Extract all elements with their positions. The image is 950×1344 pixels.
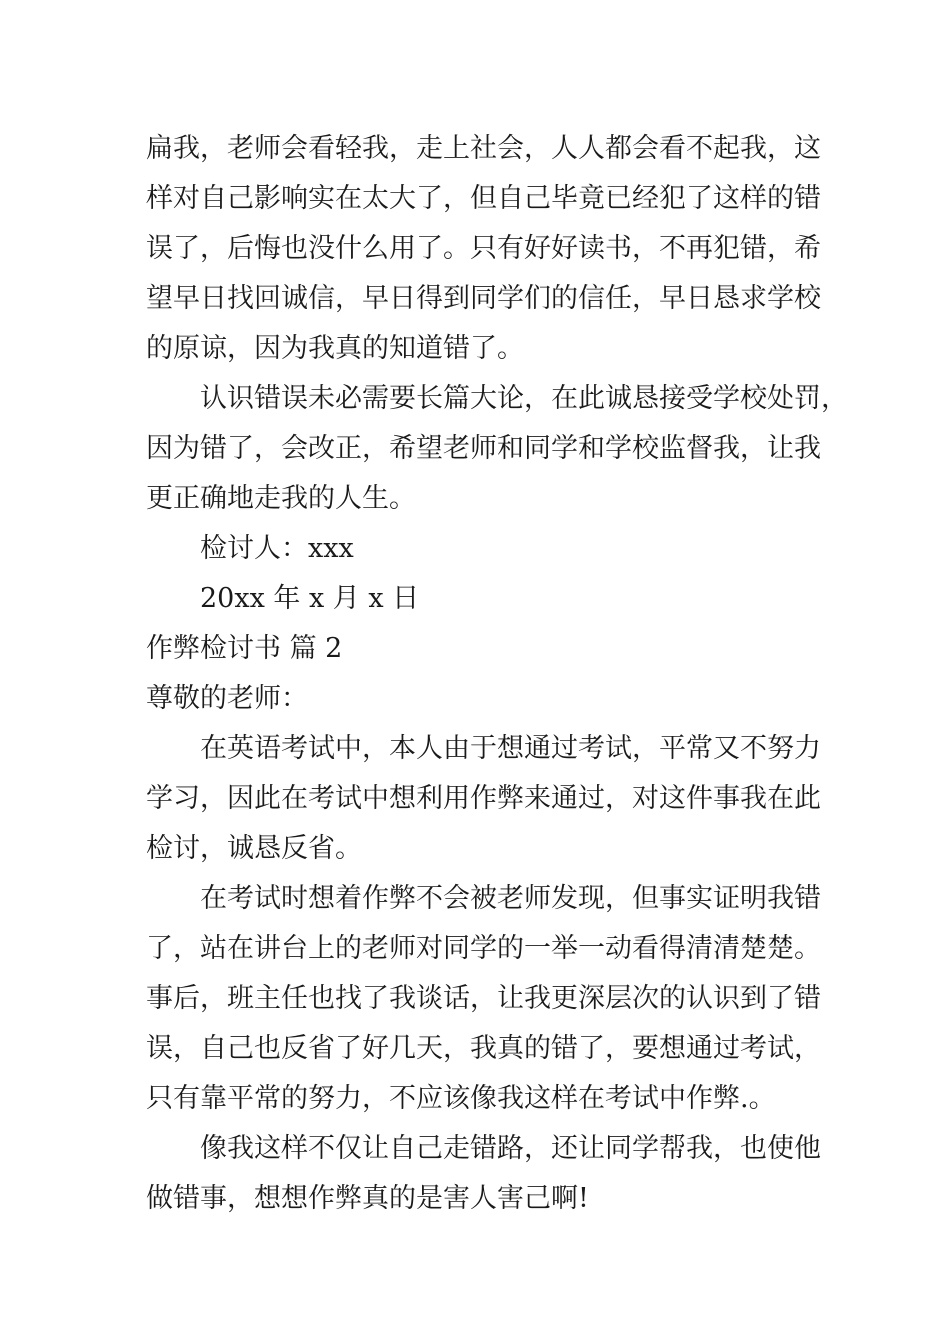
text-line: 在考试时想着作弊不会被老师发现，但事实证明我错 (200, 883, 821, 914)
text-line: 的原谅，因为我真的知道错了。 (146, 333, 524, 364)
text-line: 在英语考试中，本人由于想通过考试，平常又不努力 (200, 733, 821, 764)
text-line: 事后，班主任也找了我谈话，让我更深层次的认识到了错 (146, 983, 821, 1014)
text-line: 误了，后悔也没什么用了。只有好好读书，不再犯错，希 (146, 233, 821, 264)
text-line: 认识错误未必需要长篇大论，在此诚恳接受学校处罚， (200, 383, 848, 414)
text-line: 检讨，诚恳反省。 (146, 833, 362, 864)
signature-line: 检讨人：xxx (200, 533, 354, 564)
text-line: 扁我，老师会看轻我，走上社会，人人都会看不起我，这 (146, 133, 821, 164)
text-line: 了，站在讲台上的老师对同学的一举一动看得清清楚楚。 (146, 933, 821, 964)
salutation: 尊敬的老师： (146, 683, 308, 714)
text-line: 学习，因此在考试中想利用作弊来通过，对这件事我在此 (146, 783, 821, 814)
text-line: 做错事，想想作弊真的是害人害己啊! (146, 1183, 589, 1214)
text-line: 望早日找回诚信，早日得到同学们的信任，早日恳求学校 (146, 283, 821, 314)
text-line: 因为错了，会改正，希望老师和同学和学校监督我，让我 (146, 433, 821, 464)
text-line: 样对自己影响实在太大了，但自己毕竟已经犯了这样的错 (146, 183, 821, 214)
section-title: 作弊检讨书 篇 2 (146, 633, 343, 664)
text-line: 像我这样不仅让自己走错路，还让同学帮我，也使他 (200, 1133, 821, 1164)
date-line: 20xx 年 x 月 x 日 (200, 583, 420, 614)
text-line: 更正确地走我的人生。 (146, 483, 416, 514)
text-line: 只有靠平常的努力，不应该像我这样在考试中作弊.。 (146, 1083, 776, 1114)
text-line: 误，自己也反省了好几天，我真的错了，要想通过考试， (146, 1033, 821, 1064)
